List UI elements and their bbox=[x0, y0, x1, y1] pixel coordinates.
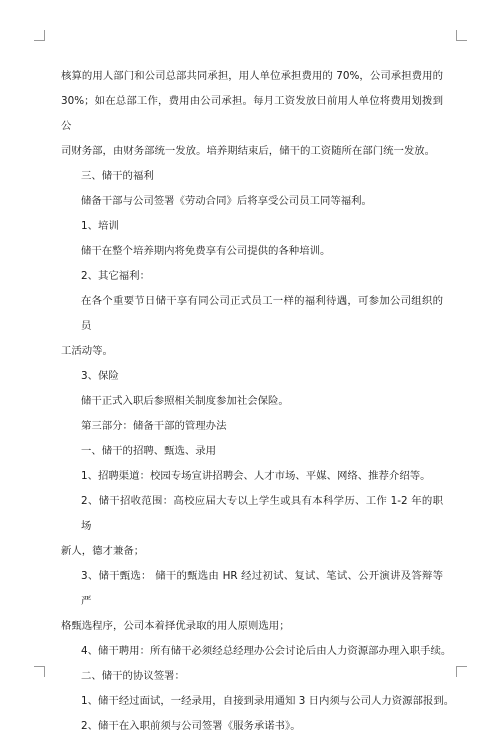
text-line: 第三部分：储备干部的管理办法 bbox=[81, 420, 227, 432]
text-line: 1、储干经过面试，一经录用，自接到录用通知 3 日内须与公司人力资源部报到。 bbox=[81, 695, 455, 707]
text-line: 1、招聘渠道：校园专场宣讲招聘会、人才市场、平媒、网络、推荐介绍等。 bbox=[81, 470, 431, 482]
text-line bbox=[61, 64, 443, 89]
crop-mark-top-right bbox=[456, 30, 467, 41]
text-line: 2、其它福利： bbox=[81, 270, 150, 282]
text-line-content: 核算的用人部门和公司总部共同承担，用人单位承担费用的 70%，公司承担费用的 bbox=[61, 70, 443, 82]
text-line: 2、储干在入职前须与公司签署《服务承诺书》。 bbox=[81, 720, 301, 732]
text-line: 司财务部，由财务部统一发放。培养期结束后，储干的工资随所在部门统一发放。 bbox=[61, 145, 436, 157]
text-line-content: 3、储干甄选： 储干的甄选由 HR 经过初试、复试、笔试、公开演讲及答辩等严 bbox=[81, 570, 443, 607]
crop-mark-top-left bbox=[34, 30, 45, 41]
text-line-content: 在各个重要节日储干享有同公司正式员工一样的福利待遇，可参加公司组织的员 bbox=[81, 295, 443, 332]
text-line: 一、储干的招聘、甄选、录用 bbox=[81, 445, 217, 457]
text-line-content: 2、储干招收范围：高校应届大专以上学生或具有本科学历、工作 1-2 年的职场 bbox=[81, 495, 443, 532]
text-line: 新人，德才兼备； bbox=[61, 545, 145, 557]
text-line bbox=[61, 289, 443, 339]
text-line bbox=[61, 489, 443, 539]
text-line bbox=[61, 89, 443, 139]
text-line: 储备干部与公司签署《劳动合同》后将享受公司员工同等福利。 bbox=[81, 195, 372, 207]
crop-mark-bottom-left bbox=[34, 666, 45, 677]
text-line: 1、培训 bbox=[81, 220, 119, 232]
text-line: 三、储干的福利 bbox=[81, 170, 154, 182]
document-body bbox=[61, 64, 455, 739]
text-line: 二、储干的协议签署： bbox=[81, 670, 185, 682]
text-line: 工活动等。 bbox=[61, 345, 113, 357]
text-line: 储干在整个培养期内将免费享有公司提供的各种培训。 bbox=[81, 245, 331, 257]
text-line: 4、储干聘用：所有储干必须经总经理办公会讨论后由人力资源部办理入职手续。 bbox=[81, 645, 452, 657]
text-line-content: 30%；如在总部工作，费用由公司承担。每月工资发放日前用人单位将费用划拨到公 bbox=[61, 95, 443, 132]
text-line: 3、保险 bbox=[81, 370, 119, 382]
text-line: 储干正式入职后参照相关制度参加社会保险。 bbox=[81, 395, 289, 407]
text-line: 格甄选程序，公司本着择优录取的用人原则选用； bbox=[61, 620, 290, 632]
text-line bbox=[61, 564, 443, 614]
crop-mark-bottom-right bbox=[456, 666, 467, 677]
